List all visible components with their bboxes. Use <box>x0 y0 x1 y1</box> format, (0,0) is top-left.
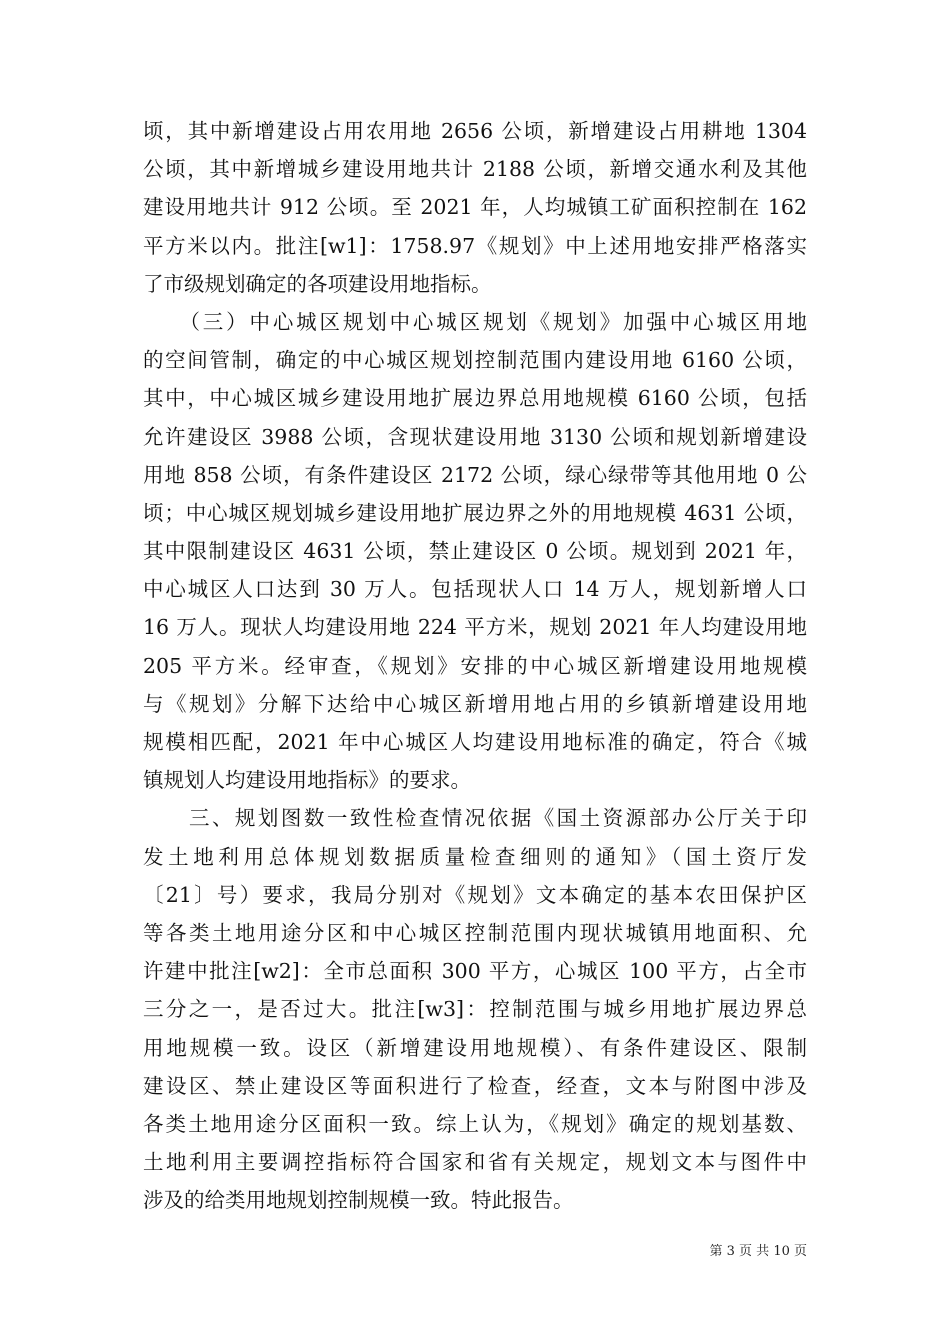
text-line: （三）中心城区规划中心城区规划《规划》加强中心城区用地 <box>143 309 807 334</box>
text-line: 与《规划》分解下达给中心城区新增用地占用的乡镇新增建设用地 <box>143 691 807 716</box>
text-line: 许建中批注[w2]：全市总面积 300 平方，心城区 100 平方，占全市 <box>143 959 807 984</box>
text-line: 用地 858 公顷，有条件建设区 2172 公顷，绿心绿带等其他用地 0 公 <box>143 462 807 487</box>
text-line: 建设区、禁止建设区等面积进行了检查，经查，文本与附图中涉及 <box>143 1073 807 1098</box>
text-line: 各类土地用途分区面积一致。综上认为，《规划》确定的规划基数、 <box>143 1111 807 1136</box>
text-line: 其中限制建设区 4631 公顷，禁止建设区 0 公顷。规划到 2021 年， <box>143 539 807 564</box>
text-line: 建设用地共计 912 公顷。至 2021 年，人均城镇工矿面积控制在 162 <box>143 195 807 220</box>
text-line: 发土地利用总体规划数据质量检查细则的通知》（国土资厅发 <box>143 844 807 869</box>
document-body <box>143 112 807 1219</box>
text-line: 镇规划人均建设用地指标》的要求。 <box>143 768 471 793</box>
text-line: 16 万人。现状人均建设用地 224 平方米，规划 2021 年人均建设用地 <box>143 615 807 640</box>
text-line: 〔21〕号）要求，我局分别对《规划》文本确定的基本农田保护区 <box>143 882 807 907</box>
text-line: 205 平方米。经审查，《规划》安排的中心城区新增建设用地规模 <box>143 653 807 678</box>
text-line: 规模相匹配，2021 年中心城区人均建设用地标准的确定，符合《城 <box>143 730 807 754</box>
text-line: 等各类土地用途分区和中心城区控制范围内现状城镇用地面积、允 <box>143 920 807 945</box>
text-line: 了市级规划确定的各项建设用地指标。 <box>143 271 492 296</box>
text-line: 允许建设区 3988 公顷，含现状建设用地 3130 公顷和规划新增建设 <box>143 424 807 449</box>
text-line: 公顷，其中新增城乡建设用地共计 2188 公顷，新增交通水利及其他 <box>143 157 807 182</box>
text-line: 顷；中心城区规划城乡建设用地扩展边界之外的用地规模 4631 公顷， <box>143 500 807 525</box>
text-line: 涉及的给类用地规划控制规模一致。特此报告。 <box>143 1188 574 1213</box>
text-line: 三分之一，是否过大。批注[w3]：控制范围与城乡用地扩展边界总 <box>143 997 807 1022</box>
text-line: 平方米以内。批注[w1]：1758.97《规划》中上述用地安排严格落实 <box>143 233 807 258</box>
page-number: 第 3 页 共 10 页 <box>709 1244 807 1259</box>
text-line: 的空间管制，确定的中心城区规划控制范围内建设用地 6160 公顷， <box>143 348 807 373</box>
text-line: 顷，其中新增建设占用农用地 2656 公顷，新增建设占用耕地 1304 <box>143 119 807 143</box>
text-line: 三、规划图数一致性检查情况依据《国土资源部办公厅关于印 <box>143 806 807 831</box>
text-line: 其中，中心城区城乡建设用地扩展边界总用地规模 6160 公顷，包括 <box>143 386 807 411</box>
text-line: 土地利用主要调控指标符合国家和省有关规定，规划文本与图件中 <box>143 1150 807 1175</box>
text-line: 用地规模一致。设区（新增建设用地规模）、有条件建设区、限制 <box>143 1035 807 1060</box>
text-line: 中心城区人口达到 30 万人。包括现状人口 14 万人，规划新增人口 <box>143 577 807 602</box>
